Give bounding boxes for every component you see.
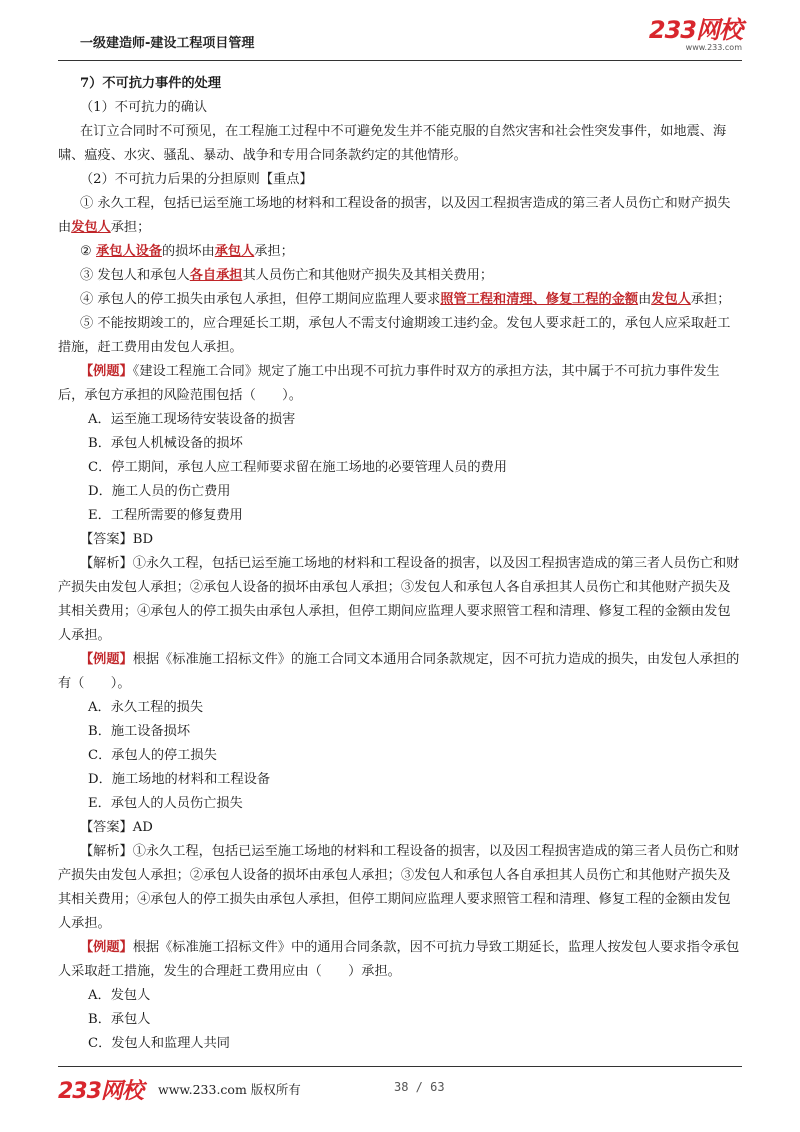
option: C．承包人的停工损失: [88, 748, 217, 763]
text: 其人员伤亡和其他财产损失及其相关费用；: [242, 268, 494, 283]
option: B．承包人机械设备的损坏: [88, 436, 243, 451]
page-footer: [58, 1070, 742, 1104]
example-tag: 【例题】: [80, 364, 133, 379]
footer-divider: [58, 1066, 742, 1067]
highlight: 发包人: [71, 220, 111, 235]
text: 承担；: [690, 292, 731, 307]
rule-item: [58, 192, 740, 240]
document-body: [58, 72, 740, 1056]
text: ③ 发包人和承包人: [80, 268, 190, 283]
page-header: [58, 18, 742, 58]
option: C．停工期间，承包人应工程师要求留在施工场地的必要管理人员的费用: [88, 460, 507, 475]
logo-url: www.233.com: [685, 43, 742, 52]
question-stem: [58, 648, 740, 696]
option: E．承包人的人员伤亡损失: [88, 796, 243, 811]
footer-copyright: www.233.com 版权所有: [158, 1082, 301, 1097]
option: E．工程所需要的修复费用: [88, 508, 243, 523]
highlight: 发包人: [651, 292, 691, 307]
logo-text: 233网校: [648, 16, 742, 44]
option: C．发包人和监理人共同: [88, 1036, 230, 1051]
stem-text: 根据《标准施工招标文件》的施工合同文本通用合同条款规定，因不可抗力造成的损失，由发包人承担的有（ ）。: [58, 652, 740, 691]
highlight: 承包人设备: [96, 244, 162, 259]
option: D．施工场地的材料和工程设备: [88, 772, 271, 787]
subsection-title: （2）不可抗力后果的分担原则【重点】: [80, 172, 313, 187]
option: D．施工人员的伤亡费用: [88, 484, 231, 499]
text: ②: [80, 244, 97, 259]
section-title: 7）不可抗力事件的处理: [80, 76, 222, 91]
rule-item: [58, 264, 740, 288]
analysis: 【解析】①永久工程，包括已运至施工场地的材料和工程设备的损害，以及因工程损害造成的第三者人员伤亡和财产损失由发包人承担；②承包人设备的损坏由承包人承担；③发包人和承包人各自承担其人员伤亡和其他财产损失及其相关费用；④承包人的停工损失由承包人承担，但停工期间应监理人要求照管工程和清理、修复工程的金额由发包人承担。: [58, 844, 740, 931]
answer: 【答案】BD: [80, 532, 154, 547]
brand-logo: [649, 18, 742, 52]
question-stem: [58, 360, 740, 408]
subsection-title: （1）不可抗力的确认: [80, 100, 208, 115]
rule-item: [58, 288, 740, 312]
stem-text: 根据《标准施工招标文件》中的通用合同条款，因不可抗力导致工期延长，监理人按发包人要求指令承包人采取赶工措施，发生的合理赶工费用应由（ ）承担。: [58, 940, 740, 979]
option: B．施工设备损坏: [88, 724, 191, 739]
highlight: 承包人: [214, 244, 255, 259]
rule-item: [58, 240, 740, 264]
example-tag: 【例题】: [80, 652, 133, 667]
header-title: 一级建造师-建设工程项目管理: [80, 36, 255, 51]
page-number: 38 / 63: [394, 1080, 445, 1094]
option: A．运至施工现场待安装设备的损害: [88, 412, 296, 427]
highlight: 照管工程和清理、修复工程的金额: [440, 292, 639, 307]
footer-logo: 233网校: [58, 1079, 143, 1104]
paragraph: 在订立合同时不可预见，在工程施工过程中不可避免发生并不能克服的自然灾害和社会性突发事件，如地震、海啸、瘟疫、水灾、骚乱、暴动、战争和专用合同条款约定的其他情形。: [58, 124, 727, 163]
highlight: 各自承担: [189, 268, 243, 283]
text: 承担；: [254, 244, 294, 259]
answer: 【答案】AD: [80, 820, 153, 835]
option: B．承包人: [88, 1012, 151, 1027]
analysis: 【解析】①永久工程，包括已运至施工场地的材料和工程设备的损害，以及因工程损害造成的第三者人员伤亡和财产损失由发包人承担；②承包人设备的损坏由承包人承担；③发包人和承包人各自承担其人员伤亡和其他财产损失及其相关费用；④承包人的停工损失由承包人承担，但停工期间应监理人要求照管工程和清理、修复工程的金额由发包人承担。: [58, 556, 740, 643]
question-stem: [58, 936, 740, 984]
option: A．永久工程的损失: [88, 700, 204, 715]
text: 的损坏由: [161, 244, 215, 259]
text: ④ 承包人的停工损失由承包人承担，但停工期间应监理人要求: [80, 292, 441, 307]
header-divider: [58, 60, 742, 61]
text: ① 永久工程，包括已运至施工场地的材料和工程设备的损害，以及因工程损害造成的第三者人员伤亡和财产损失由: [58, 196, 731, 235]
text: 由: [638, 292, 652, 307]
rule-item: ⑤ 不能按期竣工的，应合理延长工期，承包人不需支付逾期竣工违约金。发包人要求赶工的，承包人应采取赶工措施，赶工费用由发包人承担。: [58, 316, 731, 355]
text: 承担；: [110, 220, 151, 235]
option: A．发包人: [88, 988, 151, 1003]
stem-text: 《建设工程施工合同》规定了施工中出现不可抗力事件时双方的承担方法，其中属于不可抗力事件发生后，承包方承担的风险范围包括（ ）。: [58, 364, 720, 403]
example-tag: 【例题】: [80, 940, 133, 955]
